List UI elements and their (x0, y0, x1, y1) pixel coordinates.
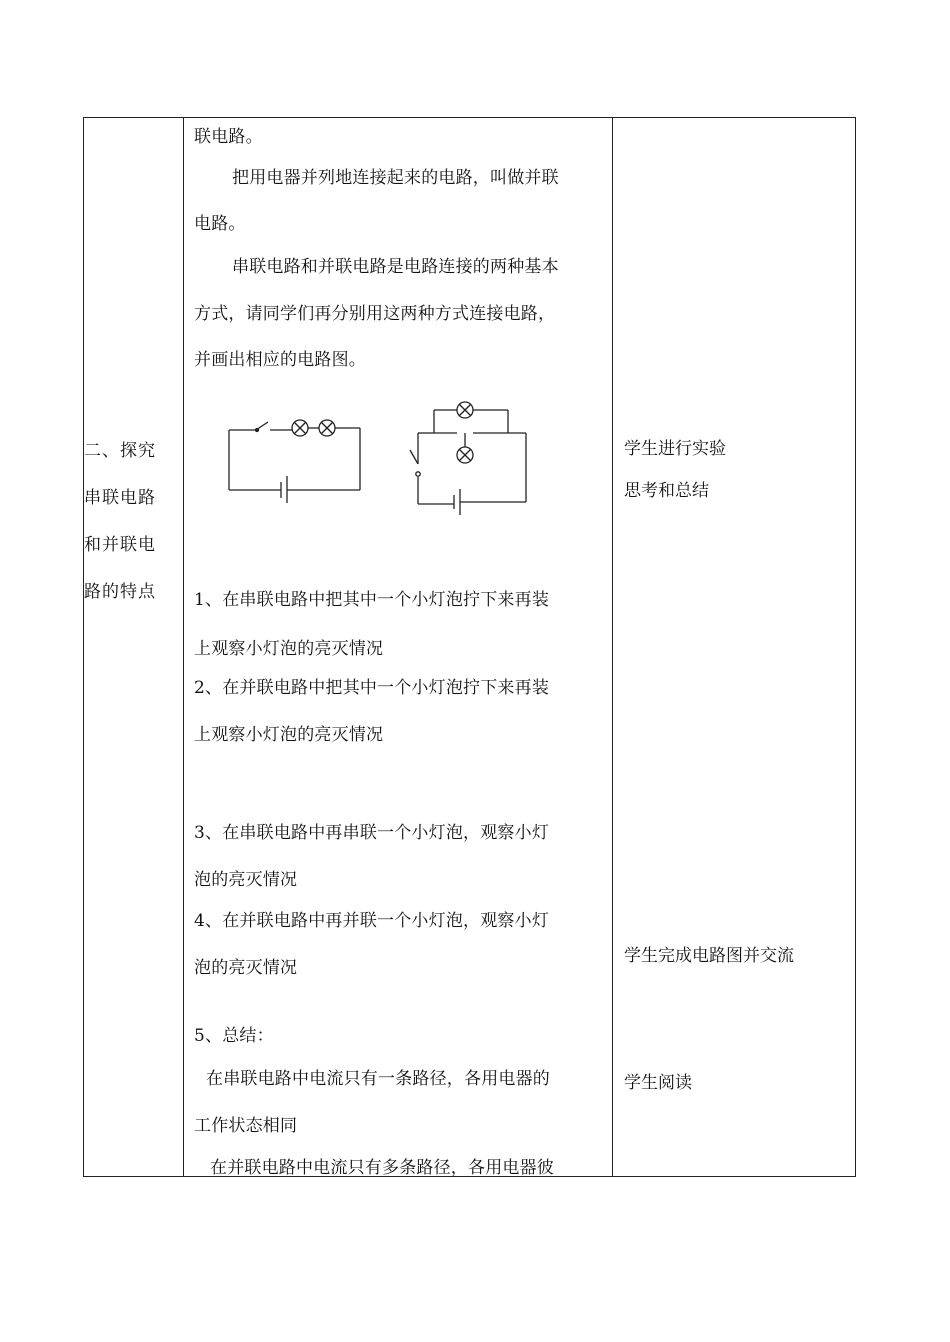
content-line: 3、在串联电路中再串联一个小灯泡，观察小灯 (194, 823, 550, 843)
content-line: 在串联电路中电流只有一条路径，各用电器的 (206, 1069, 550, 1089)
content-line: 联电路。 (194, 127, 263, 147)
lesson-table (83, 117, 856, 1177)
section-heading-line: 和并联电 (84, 535, 156, 555)
section-heading-line: 路的特点 (84, 582, 156, 602)
content-line: 在并联电路中电流只有多条路径，各用电器彼 (210, 1158, 554, 1178)
content-line: 2、在并联电路中把其中一个小灯泡拧下来再装 (194, 678, 550, 698)
content-line: 上观察小灯泡的亮灭情况 (194, 725, 384, 745)
parallel-circuit-diagram (402, 392, 537, 527)
activity-line: 思考和总结 (624, 481, 709, 501)
series-circuit-diagram (224, 408, 369, 503)
activity-line: 学生阅读 (624, 1073, 692, 1093)
column-divider (612, 118, 613, 1176)
content-line: 电路。 (194, 214, 246, 234)
section-heading-line: 串联电路 (84, 488, 156, 508)
content-line: 串联电路和并联电路是电路连接的两种基本 (232, 257, 559, 277)
content-line: 工作状态相同 (194, 1116, 298, 1136)
content-line: 1、在串联电路中把其中一个小灯泡拧下来再装 (194, 590, 550, 610)
content-line: 方式，请同学们再分别用这两种方式连接电路， (194, 304, 556, 324)
section-heading-line: 二、探究 (84, 441, 156, 461)
content-line: 5、总结： (194, 1026, 274, 1046)
activity-line: 学生进行实验 (624, 439, 726, 459)
content-line: 并画出相应的电路图。 (194, 350, 366, 370)
content-line: 泡的亮灭情况 (194, 870, 298, 890)
content-line: 把用电器并列地连接起来的电路，叫做并联 (232, 168, 559, 188)
content-line: 4、在并联电路中再并联一个小灯泡，观察小灯 (194, 911, 550, 931)
column-divider (183, 118, 184, 1176)
activity-line: 学生完成电路图并交流 (624, 946, 794, 966)
content-line: 泡的亮灭情况 (194, 958, 298, 978)
content-line: 上观察小灯泡的亮灭情况 (194, 639, 384, 659)
